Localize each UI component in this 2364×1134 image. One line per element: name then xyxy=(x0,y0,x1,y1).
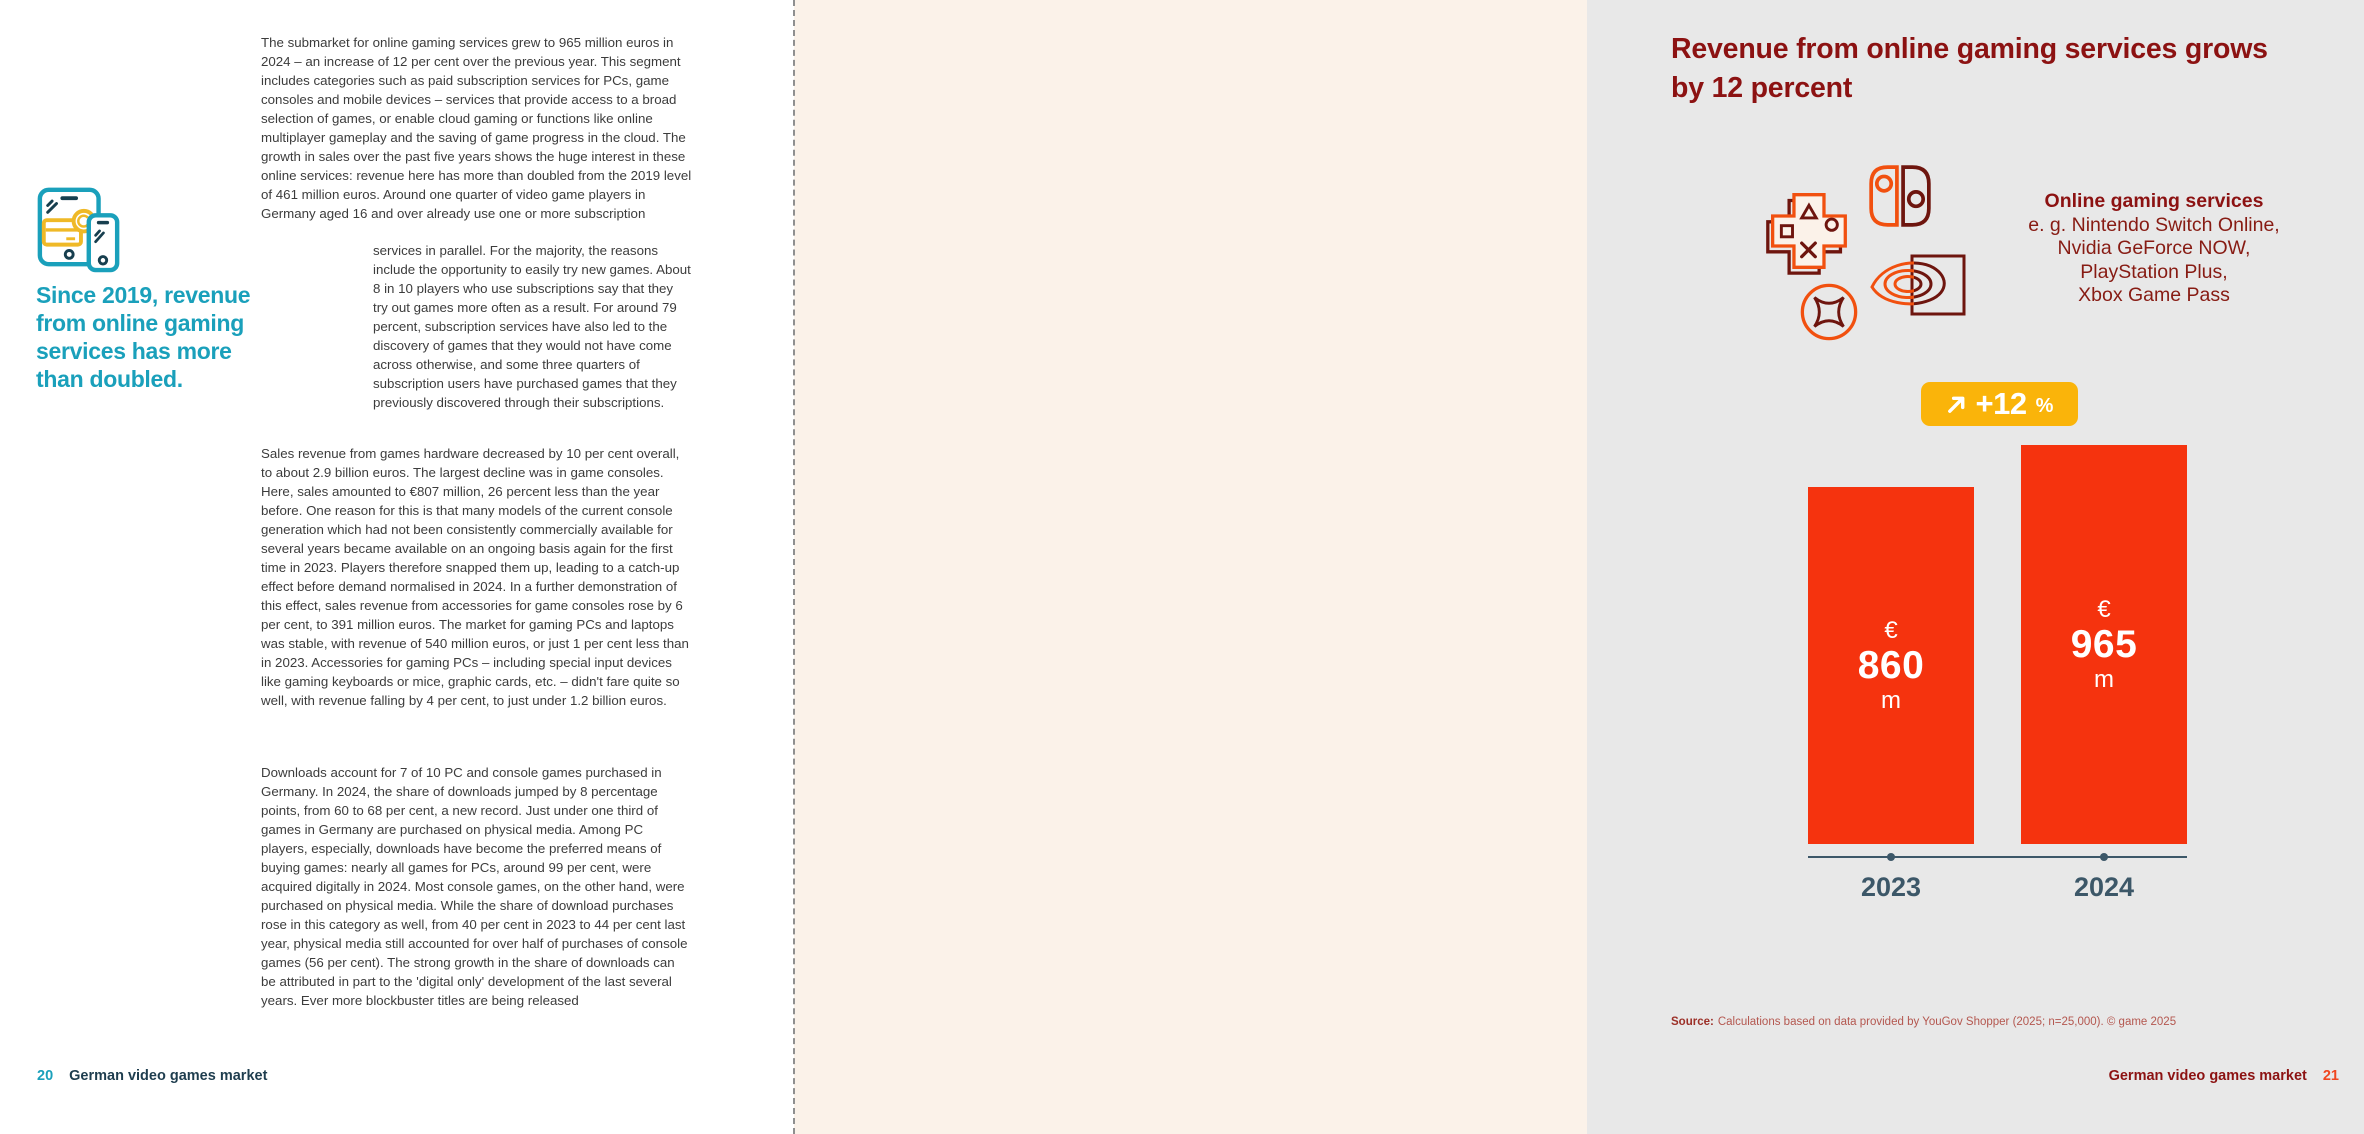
bar-2024 xyxy=(2021,445,2187,844)
services-list xyxy=(1944,190,2364,308)
playstation-plus-icon xyxy=(1762,185,1854,282)
year-label-2024: 2024 xyxy=(2073,872,2135,902)
bar-currency: € xyxy=(1884,617,1898,644)
bar-value: 860 xyxy=(1857,644,1925,687)
year-label-2023: 2023 xyxy=(1860,872,1922,902)
page-divider xyxy=(793,0,795,1134)
footer-label-right: German video games market xyxy=(2108,1068,2307,1084)
growth-percent-sign: % xyxy=(2035,394,2054,417)
footer-right xyxy=(1844,1068,2339,1084)
services-line: Nvidia GeForce NOW, xyxy=(2057,237,2251,259)
footer-left xyxy=(37,1068,267,1084)
source-text: Calculations based on data provided by YouGov Shopper (2025; n=25,000). © game 2025 xyxy=(1717,1016,2177,1028)
xbox-icon xyxy=(1798,281,1860,348)
body-paragraph-1a: The submarket for online gaming services grew to 965 million euros in 2024 – an increase of 12 per cent over the previous year. This segment includes categories such as paid subscription services for PCs, game consoles and mobile devices – services that provide access to a broad selection of games, or enable cloud gaming or functions like online multiplayer gameplay and the saving of game progress in the cloud. The growth in sales over the past five years shows the huge interest in these online services: revenue here has more than doubled from the 2019 level of 461 million euros. Around one quarter of video game players in Germany aged 16 and over already use one or more subscription xyxy=(261,35,692,221)
bar-2023 xyxy=(1808,487,1974,844)
axis-dot-2024 xyxy=(2100,853,2108,861)
bar-unit: m xyxy=(1881,687,1901,714)
page-right xyxy=(794,0,2339,1134)
growth-value: +12 xyxy=(1975,386,2027,421)
source-note xyxy=(1671,1016,2271,1028)
body-paragraph-1b: services in parallel. For the majority, the reasons include the opportunity to easily try new games. About 8 in 10 players who use subscriptions say that they try out games more often as a result. For around 79 percent, subscription services have also led to the discovery of games that they would not have come across otherwise, and some three quarters of subscription users have purchased games that they previously discovered through their subscriptions. xyxy=(373,243,691,410)
arrow-up-right-icon xyxy=(1946,394,1967,415)
nintendo-switch-icon xyxy=(1866,162,1934,235)
bar-unit: m xyxy=(2094,666,2114,693)
tablet-phone-payment-icon xyxy=(34,182,124,279)
growth-badge xyxy=(1921,382,2078,426)
page-title: Revenue from online gaming services grows by 12 percent xyxy=(1671,33,2268,104)
axis-dot-2023 xyxy=(1887,853,1895,861)
page-number-left: 20 xyxy=(37,1068,54,1084)
services-line: e. g. Nintendo Switch Online, xyxy=(2028,213,2280,236)
bar-currency: € xyxy=(2097,596,2111,623)
services-line: PlayStation Plus, xyxy=(2080,260,2228,283)
services-heading: Online gaming services xyxy=(2044,190,2264,212)
body-paragraph-2: Sales revenue from games hardware decreased by 10 per cent overall, to about 2.9 billion euros. The largest decline was in game consoles. Here, sales amounted to €807 million, 26 percent less than the year before. One reason for this is that many models of the current console generation which had not been consistently commercially available for several years became available on an ongoing basis again for the first time in 2023. Players therefore snapped them up, leading to a catch-up effect before demand normalised in 2024. In a further demonstration of this effect, sales revenue from accessories for game consoles rose by 6 per cent, to 391 million euros. The market for gaming PCs and laptops was stable, with revenue of 540 million euros, or just 1 per cent less than in 2023. Accessories for gaming PCs – including special input devices like gaming keyboards or mice, graphic cards, etc. – didn't fare quite so well, with revenue falling by 4 per cent, to just under 1.2 billion euros. xyxy=(261,446,689,708)
source-label: Source: xyxy=(1671,1016,1714,1028)
body-paragraph-3: Downloads account for 7 of 10 PC and console games purchased in Germany. In 2024, the share of downloads jumped by 8 percentage points, from 60 to 68 per cent, a new record. Just under one third of games in Germany are purchased on physical media. Among PC players, especially, downloads have become the preferred means of buying games: nearly all games for PCs, around 99 per cent, were acquired digitally in 2024. Most console games, on the other hand, were purchased on physical media. While the share of download purchases rose in this category as well, from 40 per cent in 2023 to 44 per cent last year, physical media still accounted for over half of purchases of console games (56 per cent). The strong growth in the share of downloads can be attributed in part to the 'digital only' development of the last several years. Ever more blockbuster titles are being released xyxy=(261,765,688,1008)
page-left xyxy=(0,0,794,1134)
x-axis-line xyxy=(1808,856,2187,858)
page-number-right: 21 xyxy=(2322,1068,2339,1084)
callout-headline: Since 2019, revenue from online gaming services has more than doubled. xyxy=(36,282,251,392)
footer-label-left: German video games market xyxy=(69,1068,268,1084)
bar-value: 965 xyxy=(2070,623,2138,666)
services-line: Xbox Game Pass xyxy=(2078,284,2230,306)
